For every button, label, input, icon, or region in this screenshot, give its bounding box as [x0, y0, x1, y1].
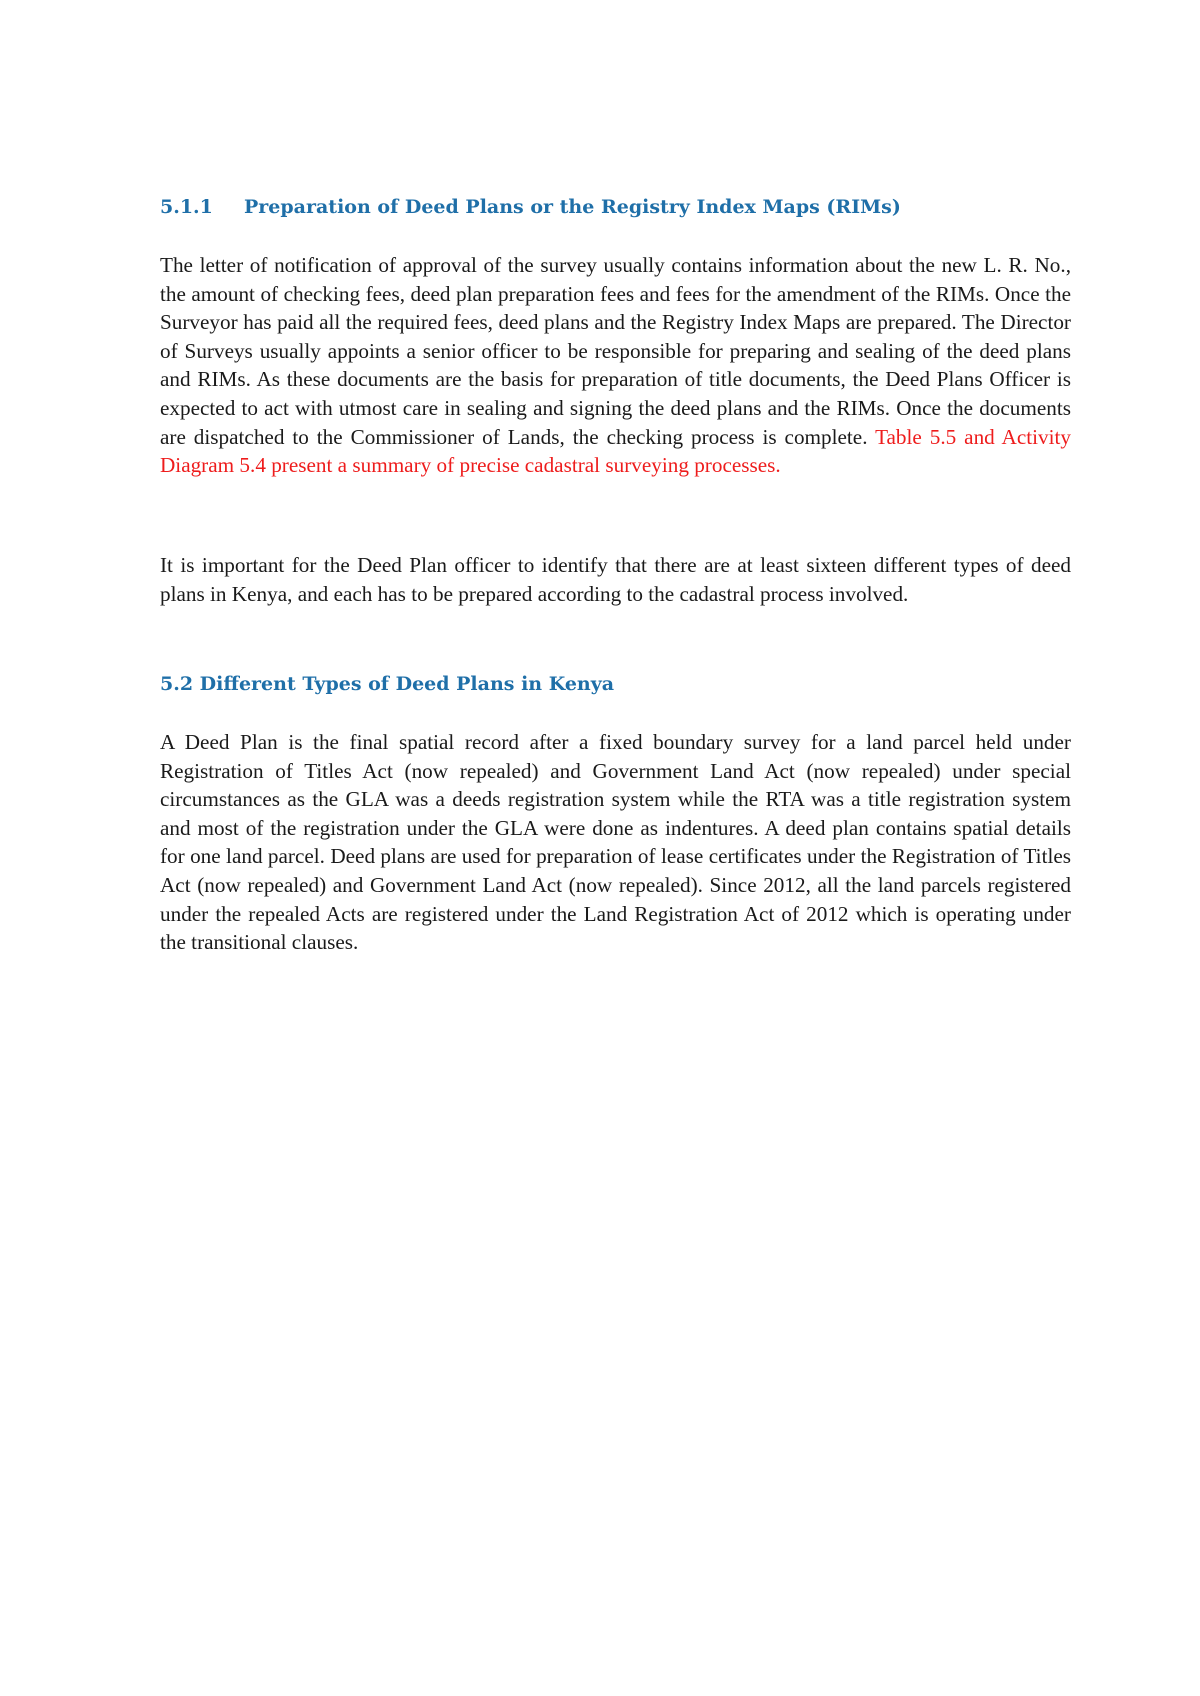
section-number: 5.1.1	[160, 196, 213, 218]
section-heading-5-1-1	[160, 193, 1071, 221]
paragraph-deed-plan-definition: A Deed Plan is the final spatial record after a fixed boundary survey for a land parcel held under Registration of Titles Act (now repealed) and Government Land Act (now repealed) under special circumstances as the GLA was a deeds registration system while the RTA was a title registration system and most of the registration under the GLA were done as indentures. A deed plan contains spatial details for one land parcel. Deed plans are used for preparation of lease certificates under the Registration of Titles Act (now repealed) and Government Land Act (now repealed). Since 2012, all the land parcels registered under the repealed Acts are registered under the Land Registration Act of 2012 which is operating under the transitional clauses.	[160, 730, 1071, 955]
paragraph-body-text: The letter of notification of approval of the survey usually contains information about the new L. R. No., the amount of checking fees, deed plan preparation fees and fees for the amendment of the RIMs. Once the Surveyor has paid all the required fees, deed plans and the Registry Index Maps are prepared. The Director of Surveys usually appoints a senior officer to be responsible for preparing and sealing of the deed plans and RIMs. As these documents are the basis for preparation of title documents, the Deed Plans Officer is expected to act with utmost care in sealing and signing the deed plans and the RIMs. Once the documents are dispatched to the Commissioner of Lands, the checking process is complete.	[160, 253, 1071, 449]
paragraph-deed-plan-types: It is important for the Deed Plan officer to identify that there are at least sixteen different types of deed plans in Kenya, and each has to be prepared according to the cadastral process involved.	[160, 553, 1071, 606]
section-title: Preparation of Deed Plans or the Registry Index Maps (RIMs)	[244, 196, 901, 218]
paragraph-deed-plan-preparation	[160, 251, 1071, 480]
table-reference-highlight: Table 5.5 and Activity Diagram 5.4 present a summary of precise cadastral surveying processes.	[160, 424, 1071, 478]
section-heading-5-2: 5.2 Different Types of Deed Plans in Kenya	[160, 673, 615, 695]
